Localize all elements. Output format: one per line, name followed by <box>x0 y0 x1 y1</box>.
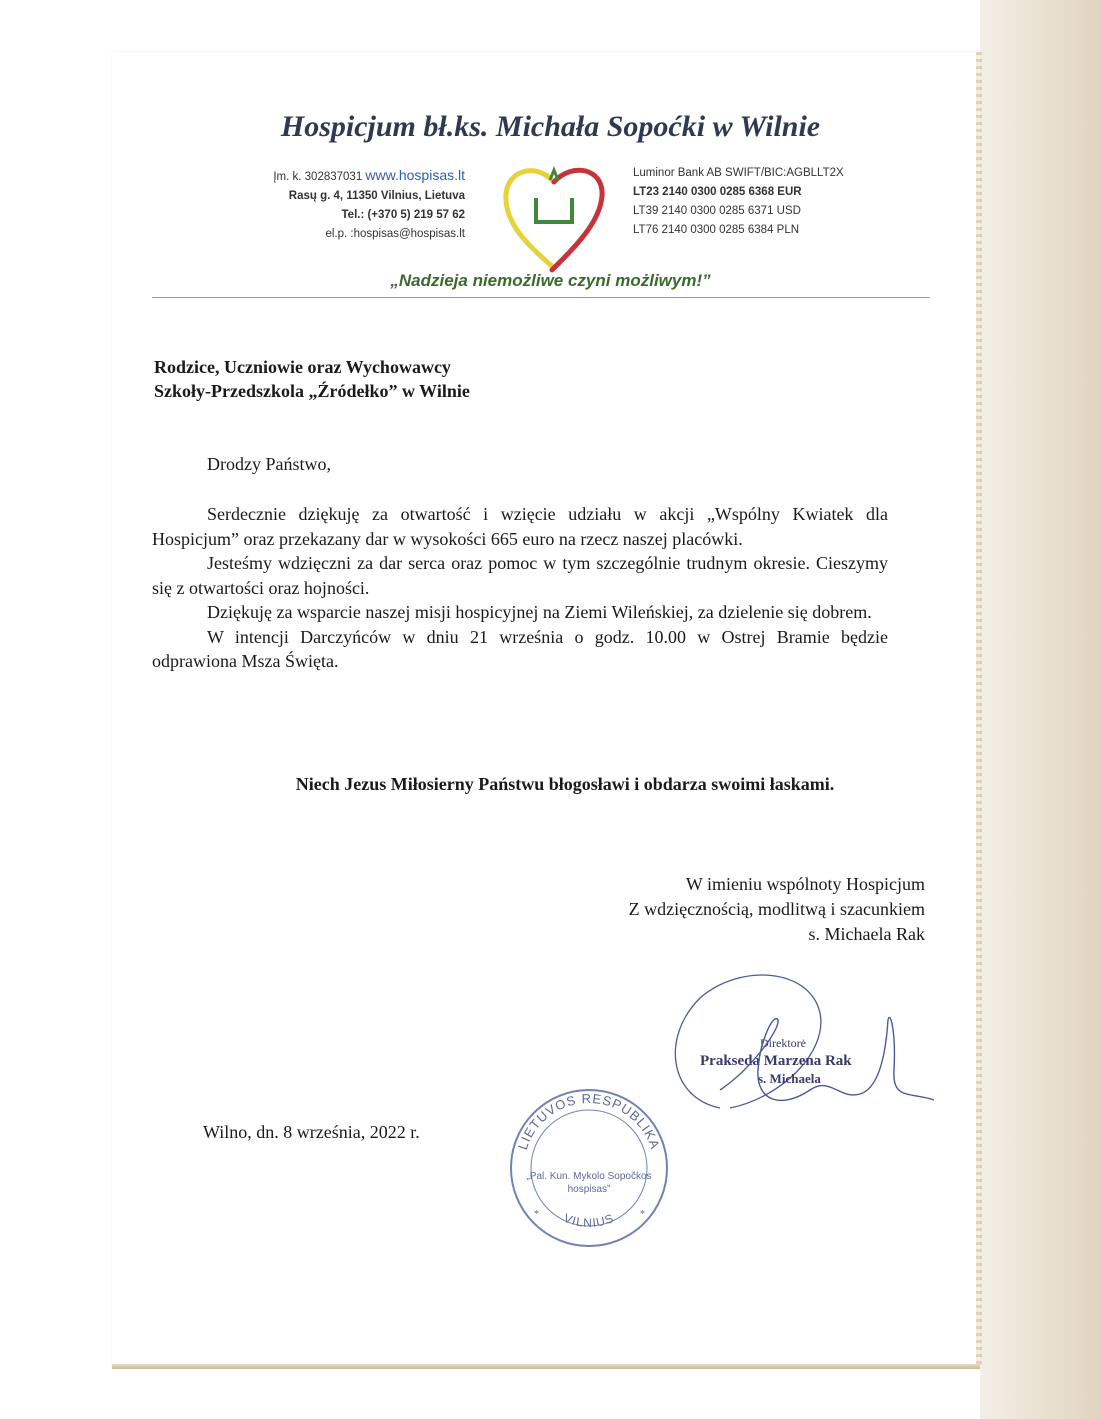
seal-bottom-text: VILNIUS <box>561 1210 617 1230</box>
addressee-line-2: Szkoły-Przedszkola „Źródełko” w Wilnie <box>154 381 470 401</box>
closing-line-1: W imieniu wspólnoty Hospicjum <box>685 874 925 894</box>
letterhead-title: Hospicjum bł.ks. Michała Sopoćki w Wilnie <box>280 110 821 143</box>
contact-right <box>633 164 844 240</box>
header-divider <box>152 297 930 298</box>
closing-line-2: Z wdzięcznością, modlitwą i szacunkiem <box>628 899 925 919</box>
signature-icon <box>690 1010 940 1120</box>
svg-text:VILNIUS <box>562 1211 616 1230</box>
official-seal-icon <box>506 1085 672 1251</box>
closing <box>629 872 925 947</box>
addressee-line-1: Rodzice, Uczniowie oraz Wychowawcy <box>154 357 451 377</box>
paragraph: W intencji Darczyńców w dniu 21 września o godz. 10.00 w Ostrej Bramie będzie odprawiona Msza Święta. <box>152 626 888 671</box>
seal-center-line-2: hospisas” <box>567 1184 611 1195</box>
iban-usd: LT39 2140 0300 0285 6371 USD <box>633 205 801 217</box>
paragraph: Jesteśmy wdzięczni za dar serca oraz pomoc w tym szczególnie trudnym okresie. Cieszymy się z otwartości oraz hojności. <box>152 553 888 598</box>
closing-name: s. Michaela Rak <box>808 924 925 944</box>
seal-star-icon: * <box>534 1209 539 1220</box>
letter-body <box>152 502 888 674</box>
paper-bottom-edge <box>112 1364 980 1369</box>
hospice-heart-logo-icon <box>496 156 612 274</box>
website-link[interactable]: www.hospisas.lt <box>365 167 465 183</box>
wooden-surface <box>980 0 1101 1419</box>
iban-eur: LT23 2140 0300 0285 6368 EUR <box>633 186 802 198</box>
seal-star-icon: * <box>640 1209 645 1220</box>
paragraph: Dziękuję za wsparcie naszej misji hospicyjnej na Ziemi Wileńskiej, za dzielenie się dobrem. <box>207 602 872 622</box>
bank-name: Luminor Bank AB SWIFT/BIC:AGBLLT2X <box>633 167 844 179</box>
address: Rasų g. 4, 11350 Vilnius, Lietuva <box>288 190 465 202</box>
paper-edge <box>976 52 982 1367</box>
director-title: Direktorė <box>760 1036 806 1050</box>
addressee <box>154 355 470 403</box>
contact-left <box>273 166 465 244</box>
seal-top-text: LIETUVOS RESPUBLIKA <box>514 1090 664 1152</box>
director-religious-name: s. Michaela <box>758 1071 821 1086</box>
paragraph: Serdecznie dziękuję za otwartość i wzięcie udziału w akcji „Wspólny Kwiatek dla Hospicjum” oraz przekazany dar w wysokości 665 euro na rzecz naszej placówki. <box>152 504 888 549</box>
blessing: Niech Jezus Miłosierny Państwu błogosławi i obdarza swoimi łaskami. <box>295 774 835 794</box>
seal-center-line-1: „Pal. Kun. Mykolo Sopočkos <box>526 1171 652 1182</box>
place-date: Wilno, dn. 8 września, 2022 r. <box>203 1122 420 1142</box>
background-left <box>0 0 112 1419</box>
company-code: Įm. k. 302837031 <box>273 171 366 183</box>
director-name: Prakseda Marzena Rak <box>700 1053 852 1069</box>
greeting: Drodzy Państwo, <box>207 454 331 474</box>
motto: „Nadzieja niemożliwe czyni możliwym!” <box>390 271 711 290</box>
phone: Tel.: (+370 5) 219 57 62 <box>341 209 465 221</box>
iban-pln: LT76 2140 0300 0285 6384 PLN <box>633 224 800 236</box>
seal-center-text <box>506 1170 672 1196</box>
email: el.p. :hospisas@hospisas.lt <box>325 228 465 240</box>
